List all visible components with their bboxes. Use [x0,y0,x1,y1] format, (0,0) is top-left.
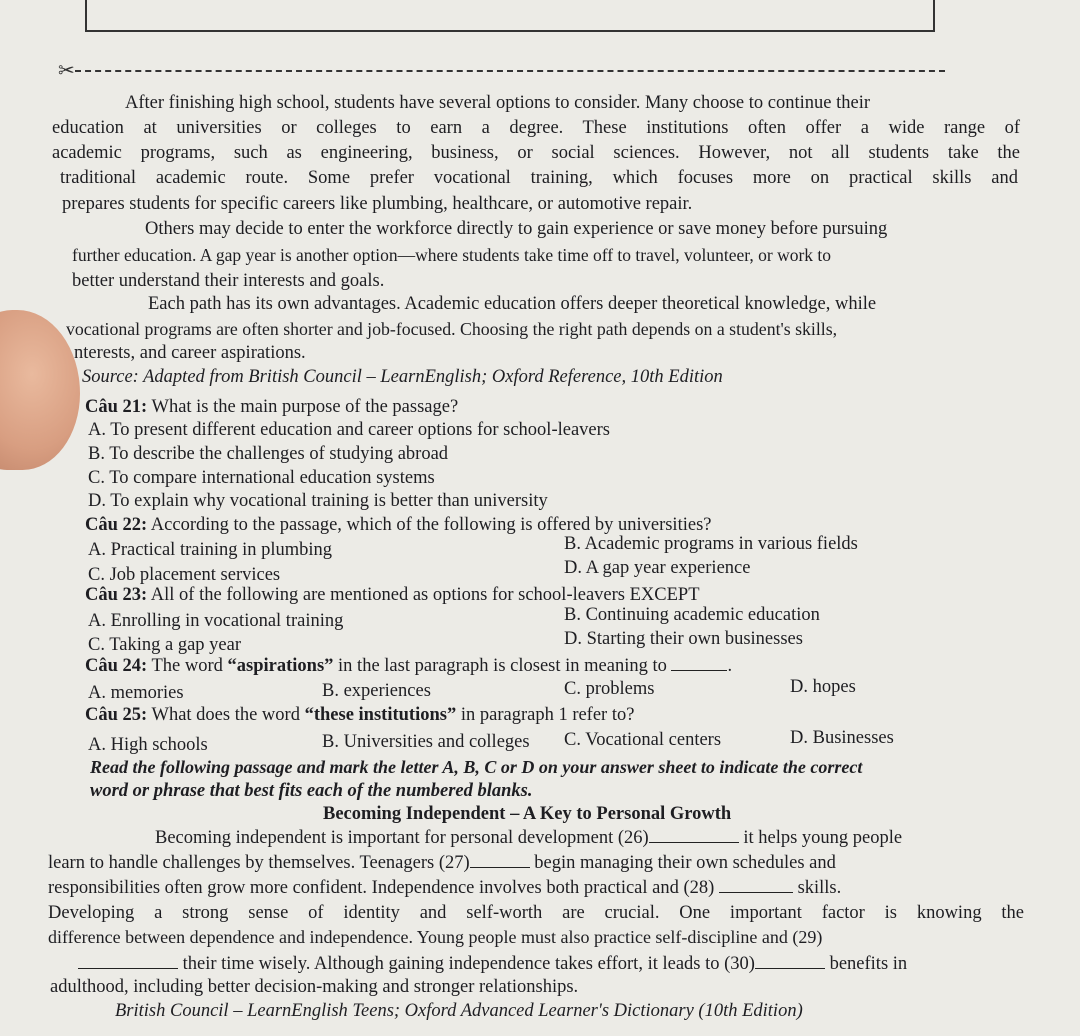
passage2-line-4: Developing a strong sense of identity and self-worth are crucial. One important factor is knowing the [48,903,1024,923]
passage2-source: British Council – LearnEnglish Teens; Oxford Advanced Learner's Dictionary (10th Edition) [115,1001,803,1021]
passage2-line-1 [155,826,902,851]
passage2-line-2-a: learn to handle challenges by themselves. Teenagers (27) [48,853,470,873]
q22-option-a[interactable]: A. Practical training in plumbing [88,540,333,560]
passage1-line-10: vocational programs are often shorter and job-focused. Choosing the right path depends on a student's skills, [66,319,838,339]
question-25-label: Câu 25: [85,705,148,725]
q25-option-a[interactable]: A. High schools [88,735,208,755]
blank-27[interactable] [470,851,530,868]
q24-option-c[interactable]: C. problems [564,679,655,699]
q24-option-d[interactable]: D. hopes [790,677,856,697]
blank-30[interactable] [755,952,825,969]
question-21-text: What is the main purpose of the passage? [151,397,459,417]
question-25 [85,704,634,728]
passage1-line-7: further education. A gap year is another option—where students take time off to travel, volunteer, or work to [72,245,832,265]
passage1-line-8: better understand their interests and goals. [72,271,385,291]
q22-option-b[interactable]: B. Academic programs in various fields [564,534,858,554]
q21-option-d[interactable]: D. To explain why vocational training is better than university [88,491,548,511]
question-23-label: Câu 23: [85,585,148,605]
passage2-line-6-a: their time wisely. Although gaining independence takes effort, it leads to (30) [178,954,755,974]
question-24-label: Câu 24: [85,656,148,676]
question-21 [85,396,458,420]
question-25-keyword: “these institutions” [304,705,457,725]
q24-option-a[interactable]: A. memories [88,683,184,703]
q23-option-a[interactable]: A. Enrolling in vocational training [88,611,344,631]
question-22-text: According to the passage, which of the following is offered by universities? [150,515,712,535]
question-25-text-c: in paragraph 1 refer to? [456,705,635,725]
q21-option-c[interactable]: C. To compare international education systems [88,468,435,488]
blank-26[interactable] [649,826,739,843]
passage2-line-3-a: responsibilities often grow more confident. Independence involves both practical and (28) [48,878,719,898]
passage1-line-9: Each path has its own advantages. Academic education offers deeper theoretical knowledge, while [148,294,877,314]
q22-option-d[interactable]: D. A gap year experience [564,558,751,578]
q24-option-b[interactable]: B. experiences [322,681,431,701]
question-24-text-d: . [727,656,733,676]
instruction-line-2: word or phrase that best fits each of the numbered blanks. [90,781,533,801]
passage2-line-1-a: Becoming independent is important for personal development (26) [155,828,649,848]
passage1-line-1: After finishing high school, students have several options to consider. Many choose to continue their [125,93,870,113]
passage2-line-2-b: begin managing their own schedules and [529,853,836,873]
question-24-keyword: “aspirations” [227,656,334,676]
passage2-line-6 [78,952,907,977]
passage1-line-2: education at universities or colleges to earn a degree. These institutions often offer a wide range of [52,118,1020,138]
answer-box-frame [85,0,935,32]
question-23-text: All of the following are mentioned as options for school-leavers EXCEPT [150,585,700,605]
passage2-line-3-b: skills. [792,878,842,898]
q21-option-b[interactable]: B. To describe the challenges of studying abroad [88,444,449,464]
q23-option-b[interactable]: B. Continuing academic education [564,605,820,625]
q23-option-c[interactable]: C. Taking a gap year [88,635,241,655]
q21-option-a[interactable]: A. To present different education and career options for school-leavers [88,420,610,440]
blank-29[interactable] [78,952,178,969]
question-25-text-a: What does the word [151,705,305,725]
q23-option-d[interactable]: D. Starting their own businesses [564,629,803,649]
passage2-line-1-b: it helps young people [738,828,903,848]
passage1-source: Source: Adapted from British Council – LearnEnglish; Oxford Reference, 10th Edition [82,367,723,387]
passage1-line-11: nterests, and career aspirations. [74,343,306,363]
passage1-line-3: academic programs, such as engineering, business, or social sciences. However, not all students take the [52,143,1020,163]
passage1-line-6: Others may decide to enter the workforce directly to gain experience or save money before pursuing [145,219,888,239]
passage2-line-2 [48,851,836,876]
question-21-label: Câu 21: [85,397,148,417]
passage2-line-7: adulthood, including better decision-making and stronger relationships. [50,977,579,997]
passage2-title: Becoming Independent – A Key to Personal Growth [323,804,732,824]
cut-line [75,70,945,72]
passage1-line-4: traditional academic route. Some prefer vocational training, which focuses more on practical skills and [60,168,1018,188]
blank-28[interactable] [719,876,793,893]
q25-option-c[interactable]: C. Vocational centers [564,730,722,750]
question-22-label: Câu 22: [85,515,148,535]
passage1-line-5: prepares students for specific careers like plumbing, healthcare, or automotive repair. [62,194,693,214]
question-24-blank [671,654,727,671]
passage2-line-6-b: benefits in [824,954,908,974]
q25-option-b[interactable]: B. Universities and colleges [322,732,530,752]
q25-option-d[interactable]: D. Businesses [790,728,894,748]
q22-option-c[interactable]: C. Job placement services [88,565,281,585]
question-24 [85,654,732,679]
question-24-text-c: in the last paragraph is closest in meaning to [333,656,667,676]
passage2-line-5: difference between dependence and independence. Young people must also practice self-discipline and (29) [48,927,823,947]
scissors-icon: ✂ [58,58,75,82]
instruction-line-1: Read the following passage and mark the letter A, B, C or D on your answer sheet to indicate the correct [90,757,863,777]
passage2-line-3 [48,876,841,901]
question-24-text-a: The word [151,656,228,676]
